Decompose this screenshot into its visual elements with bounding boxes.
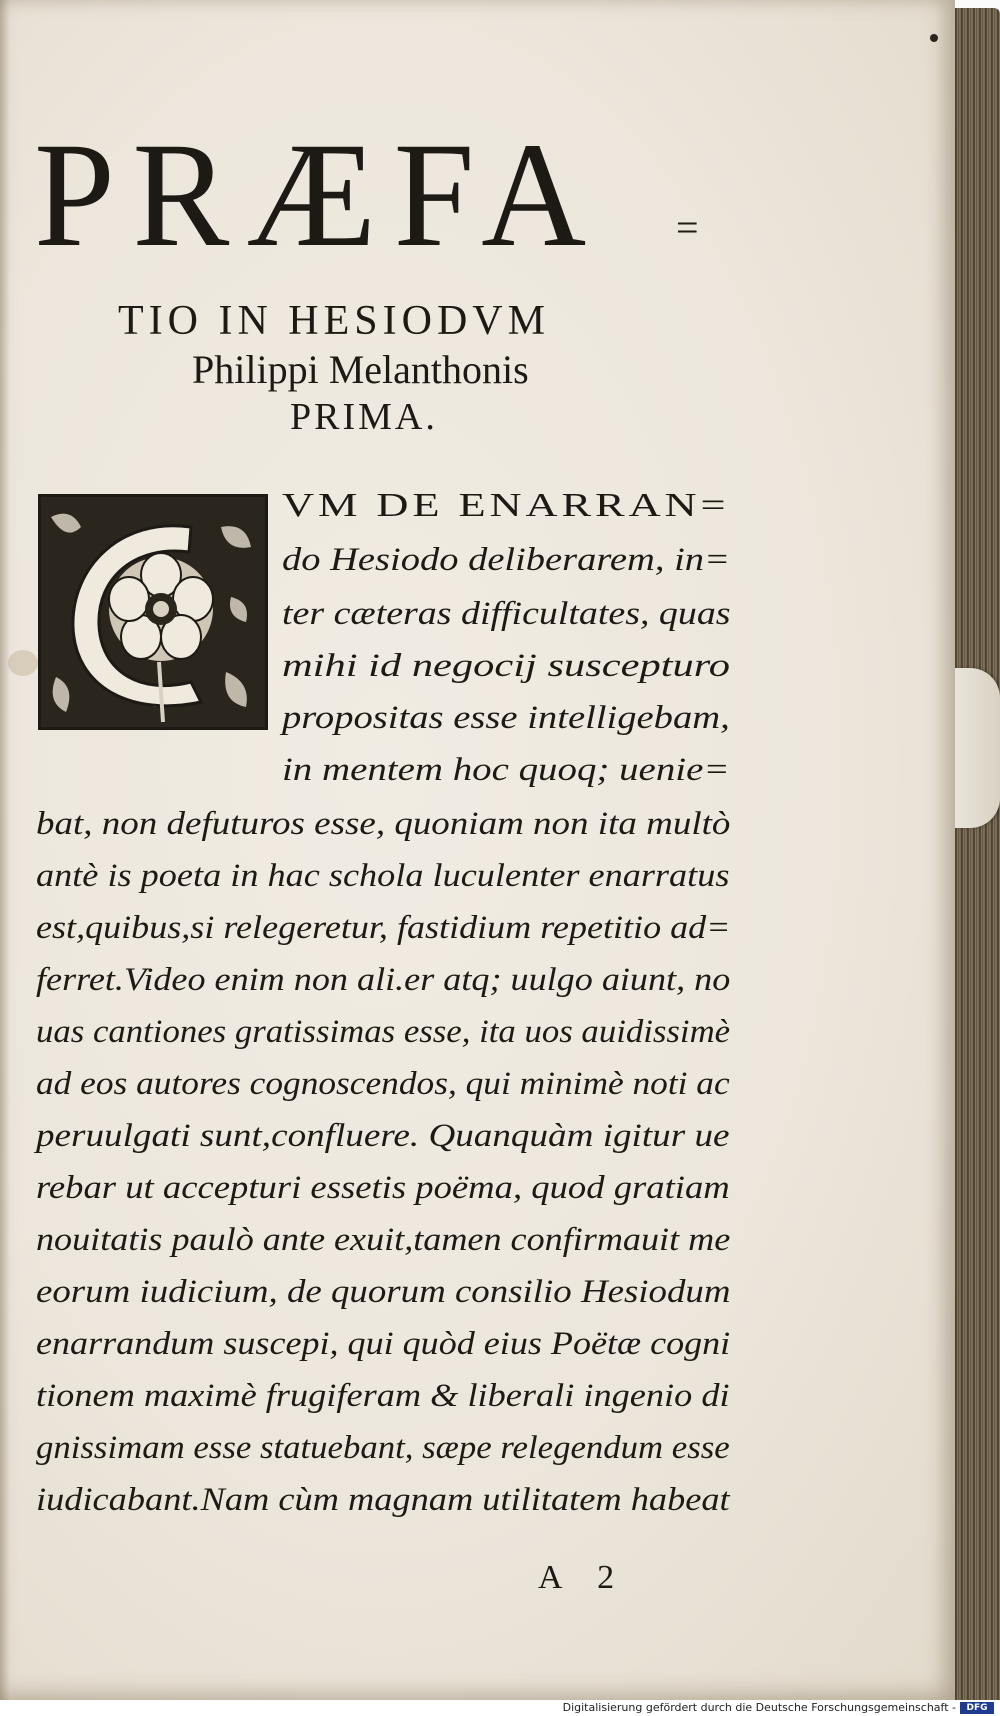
title-hyphen: = [676,205,699,250]
decorated-initial-c [38,494,268,730]
title-praefa: PRÆFA [34,112,604,278]
body-line-9: est,quibus,si relegeretur, fastidium repetitio ad= [36,910,731,946]
body-line-2: do Hesiodo deliberarem, in= [282,542,730,578]
body-line-13: peruulgati sunt,confluere. Quanquàm igitur ue [36,1118,730,1154]
body-line-10: ferret.Video enim non ali.er atq; uulgo aiunt, no [36,962,731,998]
body-line-16: eorum iudicium, de quorum consilio Hesiodum [36,1274,731,1310]
body-line-20: iudicabant.Nam cùm magnam utilitatem habeat [36,1482,730,1518]
body-line-6: in mentem hoc quoq; uenie= [282,752,730,788]
title-author: Philippi Melanthonis [192,347,529,392]
body-line-12: ad eos autores cognoscendos, qui minimè noti ac [36,1066,730,1102]
body-line-7: bat, non defuturos esse, quoniam non ita multò [36,806,731,842]
body-line-11: uas cantiones gratissimas esse, ita uos auidissimè [36,1014,731,1050]
footer-credit: Digitalisierung gefördert durch die Deutsche Forschungsgemeinschaft - [562,1701,956,1714]
body-line-19: gnissimam esse statuebant, sæpe relegendum esse [36,1430,730,1466]
body-line-5: propositas esse intelligebam, [282,700,730,736]
signature-mark: A 2 [538,1559,629,1596]
dfg-logo: DFG [960,1702,994,1714]
body-line-14: rebar ut accepturi essetis poëma, quod gratiam [36,1170,730,1206]
body-line-18: tionem maximè frugiferam & liberali ingenio di [36,1378,730,1414]
binding-pin [930,34,938,42]
bookmark-tab [955,668,1000,828]
body-line-15: nouitatis paulò ante exuit,tamen confirmauit me [36,1222,731,1258]
body-line-8: antè is poeta in hac schola luculenter enarratus [36,858,730,894]
body-line-3: ter cæteras difficultates, quas [282,596,731,632]
paper-stain [8,650,38,676]
body-line-1: VM DE ENARRAN= [282,487,730,524]
woodcut-flower-icon [41,497,265,727]
title-prima: PRIMA. [290,396,438,438]
body-line-17: enarrandum suscepi, qui quòd eius Poëtæ cogni [36,1326,731,1362]
title-tio-in-hesiodvm: TIO IN HESIODVM [118,298,550,344]
body-line-4: mihi id negocij suscepturo [282,648,730,684]
